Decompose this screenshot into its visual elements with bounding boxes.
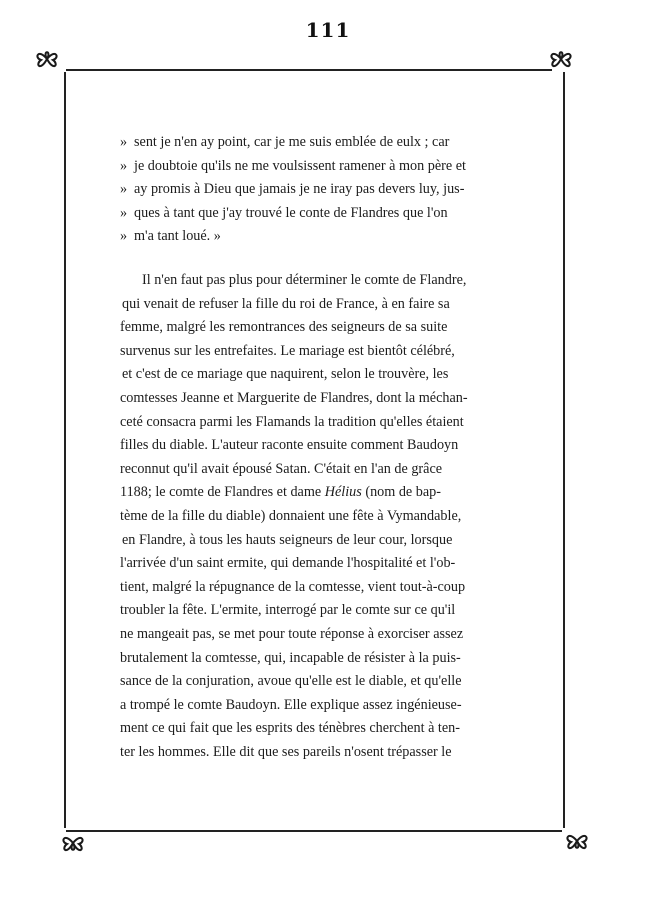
text-line: ceté consacra parmi les Flamands la tradition qu'elles étaient — [120, 413, 464, 430]
quote-passage — [120, 131, 508, 249]
name-italic: Hélius — [324, 484, 362, 501]
text-line: brutalement la comtesse, qui, incapable de résister à la puis- — [120, 649, 461, 666]
quote-line: » ques à tant que j'ay trouvé le conte de Flandres que l'on — [120, 204, 448, 221]
quote-line: » ay promis à Dieu que jamais je ne iray pas devers luy, jus- — [120, 181, 465, 198]
text-line: 1188; le comte de Flandres et dame Hélius (nom de bap- — [120, 484, 441, 501]
text-line: a trompé le comte Baudoyn. Elle explique assez ingénieuse- — [120, 696, 462, 713]
fleuron-icon — [562, 826, 592, 856]
text-line: et c'est de ce mariage que naquirent, selon le trouvère, les — [122, 366, 449, 383]
frame-bottom-rule — [66, 830, 562, 832]
text-line: troubler la fête. L'ermite, interrogé par le comte sur ce qu'il — [120, 602, 456, 619]
text-line: filles du diable. L'auteur raconte ensuite comment Baudoyn — [120, 437, 459, 454]
frame-right-rule — [563, 72, 565, 828]
page-number: 111 — [305, 18, 351, 42]
text-line: qui venait de refuser la fille du roi de France, à en faire sa — [122, 295, 450, 312]
text-line: ne mangeait pas, se met pour toute réponse à exorciser assez — [120, 625, 464, 642]
quote-line: » sent je n'en ay point, car je me suis emblée de eulx ; car — [120, 134, 450, 150]
text-line: en Flandre, à tous les hauts seigneurs de leur cour, lorsque — [122, 531, 453, 548]
text-line: comtesses Jeanne et Marguerite de Flandres, dont la méchan- — [120, 389, 468, 406]
text-line: sance de la conjuration, avoue qu'elle est le diable, et qu'elle — [120, 673, 462, 690]
text-line: ment ce qui fait que les esprits des ténèbres cherchent à ten- — [120, 720, 460, 737]
text-line: tient, malgré la répugnance de la comtesse, vient tout-à-coup — [120, 578, 466, 595]
text-line: Il n'en faut pas plus pour déterminer le comte de Flandre, — [142, 272, 467, 288]
frame-left-rule — [64, 72, 66, 828]
text-line: survenus sur les entrefaites. Le mariage est bientôt célébré, — [120, 342, 455, 359]
text-line: l'arrivée d'un saint ermite, qui demande l'hospitalité et l'ob- — [120, 555, 456, 572]
quote-line: » je doubtoie qu'ils ne me voulsissent ramener à mon père et — [120, 157, 466, 174]
fleuron-icon — [32, 44, 62, 74]
text-line: femme, malgré les remontrances des seigneurs de sa suite — [120, 319, 448, 336]
fleuron-icon — [58, 828, 88, 858]
text-line: tème de la fille du diable) donnaient une fête à Vymandable, — [120, 507, 462, 524]
text-line: ter les hommes. Elle dit que ses pareils n'osent trépasser le — [120, 743, 452, 760]
fleuron-icon — [546, 44, 576, 74]
body-paragraph — [120, 269, 508, 764]
frame-top-rule — [66, 69, 552, 71]
text-line: reconnut qu'il avait épousé Satan. C'était en l'an de grâce — [120, 460, 443, 477]
quote-line: » m'a tant loué. » — [120, 228, 221, 245]
